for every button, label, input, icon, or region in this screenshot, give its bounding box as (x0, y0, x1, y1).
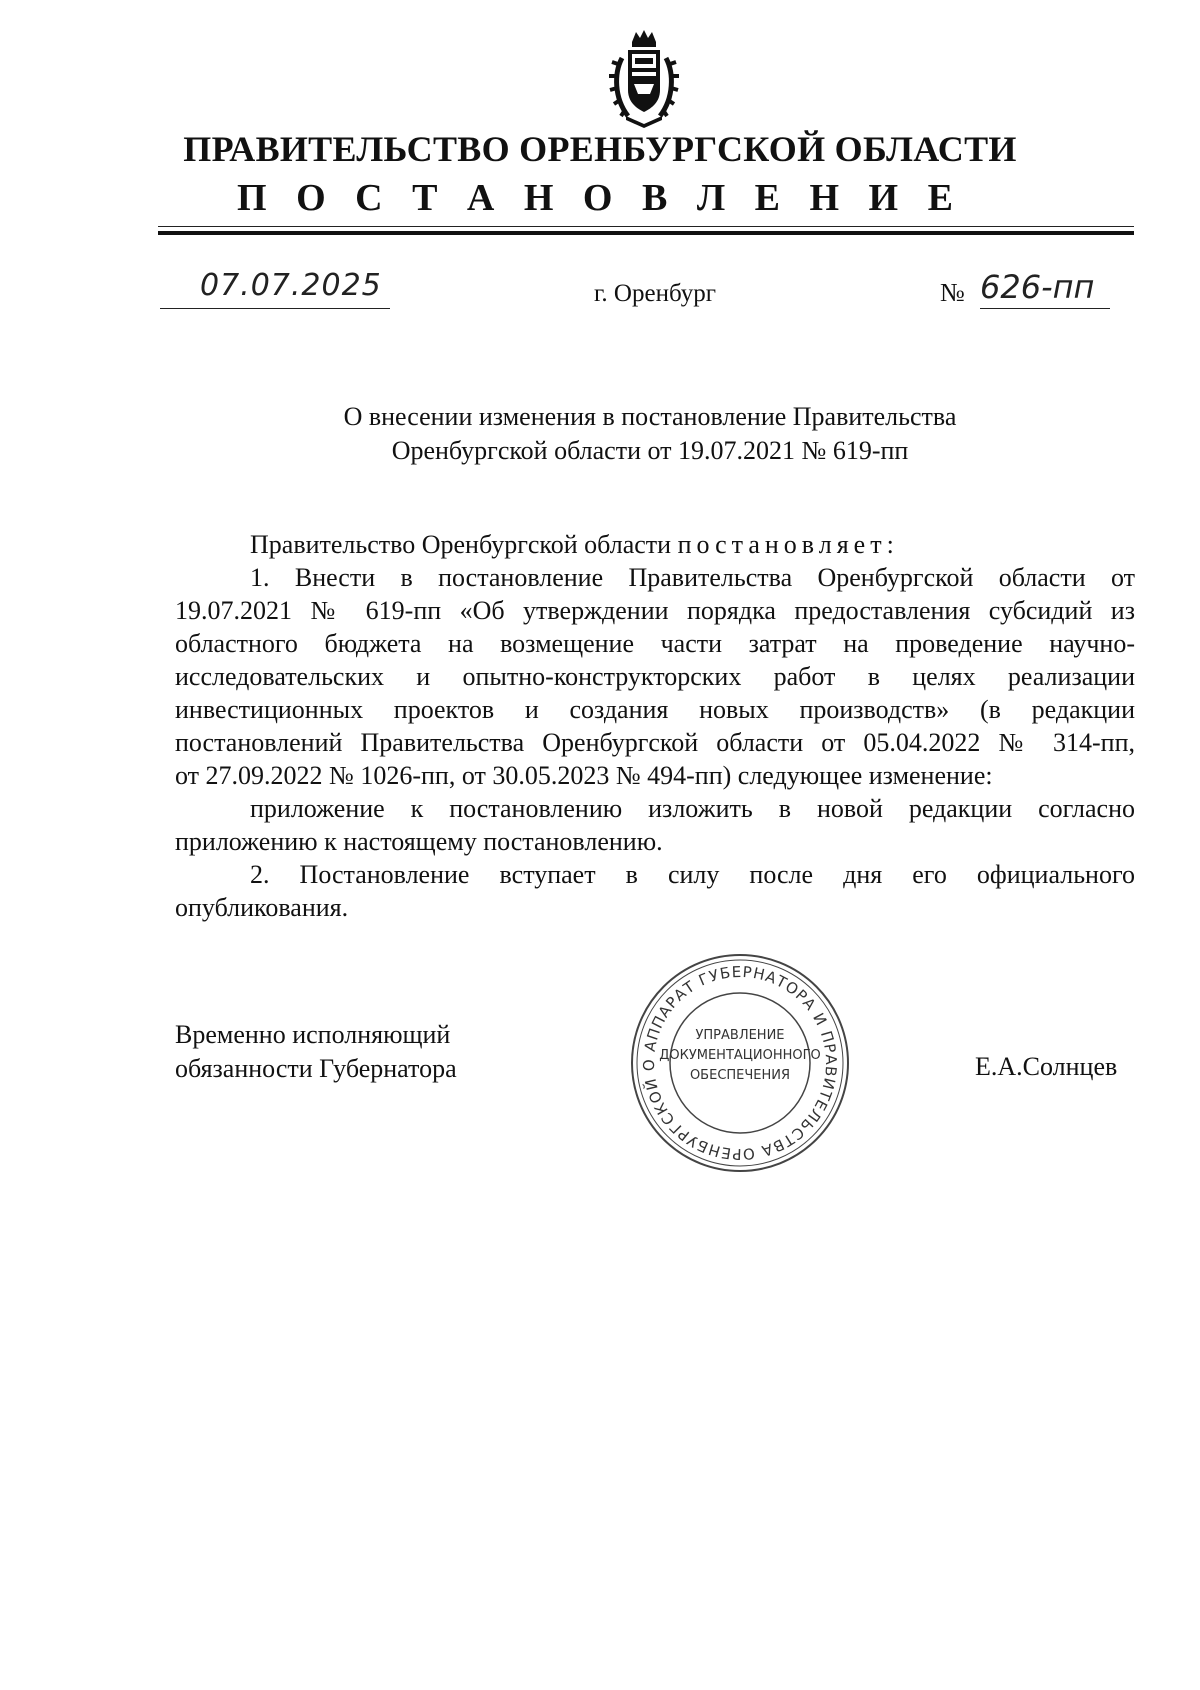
p1-line: инвестиционных проектов и создания новых производств» (в редакции (175, 695, 1135, 724)
stamp-center-line: УПРАВЛЕНИЕ (695, 1028, 785, 1043)
subject-line-2: Оренбургской области от 19.07.2021 № 619-пп (391, 436, 909, 465)
document-body (175, 528, 1135, 924)
document-subject (200, 400, 1100, 468)
official-stamp (625, 948, 855, 1178)
p2-line: приложение к постановлению изложить в новой редакции согласно (250, 794, 1135, 823)
intro-prefix: Правительство Оренбургской области (250, 530, 672, 559)
p2-line: приложению к настоящему постановлению. (175, 827, 663, 856)
position-line-1: Временно исполняющий (175, 1020, 451, 1049)
p3-line: 2. Постановление вступает в силу после дня его официального (250, 860, 1135, 889)
p1-line: 19.07.2021 № 619-пп «Об утверждении порядка предоставления субсидий из (175, 596, 1135, 625)
signatory-name: Е.А.Солнцев (975, 1052, 1118, 1081)
intro-spaced-verb: постановляет (677, 530, 887, 559)
stamp-center-line: ОБЕСПЕЧЕНИЯ (689, 1068, 791, 1083)
p1-line: 1. Внести в постановление Правительства Оренбургской области от (250, 563, 1135, 592)
p1-line: от 27.09.2022 № 1026-пп, от 30.05.2023 № 494-пп) следующее изменение: (175, 761, 993, 790)
government-title: ПРАВИТЕЛЬСТВО ОРЕНБУРГСКОЙ ОБЛАСТИ (183, 129, 1017, 169)
document-date: 07.07.2025 (200, 268, 382, 303)
document-number: 626-пп (980, 268, 1095, 306)
p1-line: постановлений Правительства Оренбургской области от 05.04.2022 № 314-пп, (175, 728, 1135, 757)
header-rule-thin (158, 226, 1134, 227)
stamp-center-text (625, 1026, 855, 1086)
header-rule-thick (158, 231, 1134, 235)
date-underline (160, 308, 390, 309)
p1-line: областного бюджета на возмещение части затрат на проведение научно- (175, 629, 1135, 658)
position-line-2: обязанности Губернатора (175, 1054, 457, 1083)
subject-line-1: О внесении изменения в постановление Правительства (343, 402, 957, 431)
document-type: П О С Т А Н О В Л Е Н И Е (237, 177, 963, 219)
stamp-ring-text: АППАРАТ ГУБЕРНАТОРА И ПРАВИТЕЛЬСТВА ОРЕНБУРГСКОЙ О (639, 962, 841, 1164)
intro-suffix: : (886, 530, 894, 559)
number-sign: № (940, 278, 965, 307)
p1-line: исследовательских и опытно-конструкторских работ в целях реализации (175, 662, 1135, 691)
number-underline (980, 308, 1110, 309)
signatory-position (175, 1018, 457, 1086)
p3-line: опубликования. (175, 893, 349, 922)
stamp-center-line: ДОКУМЕНТАЦИОННОГО (659, 1048, 821, 1063)
intro-paragraph (175, 528, 1135, 561)
coat-of-arms-icon (608, 28, 680, 128)
document-city: г. Оренбург (594, 280, 716, 307)
